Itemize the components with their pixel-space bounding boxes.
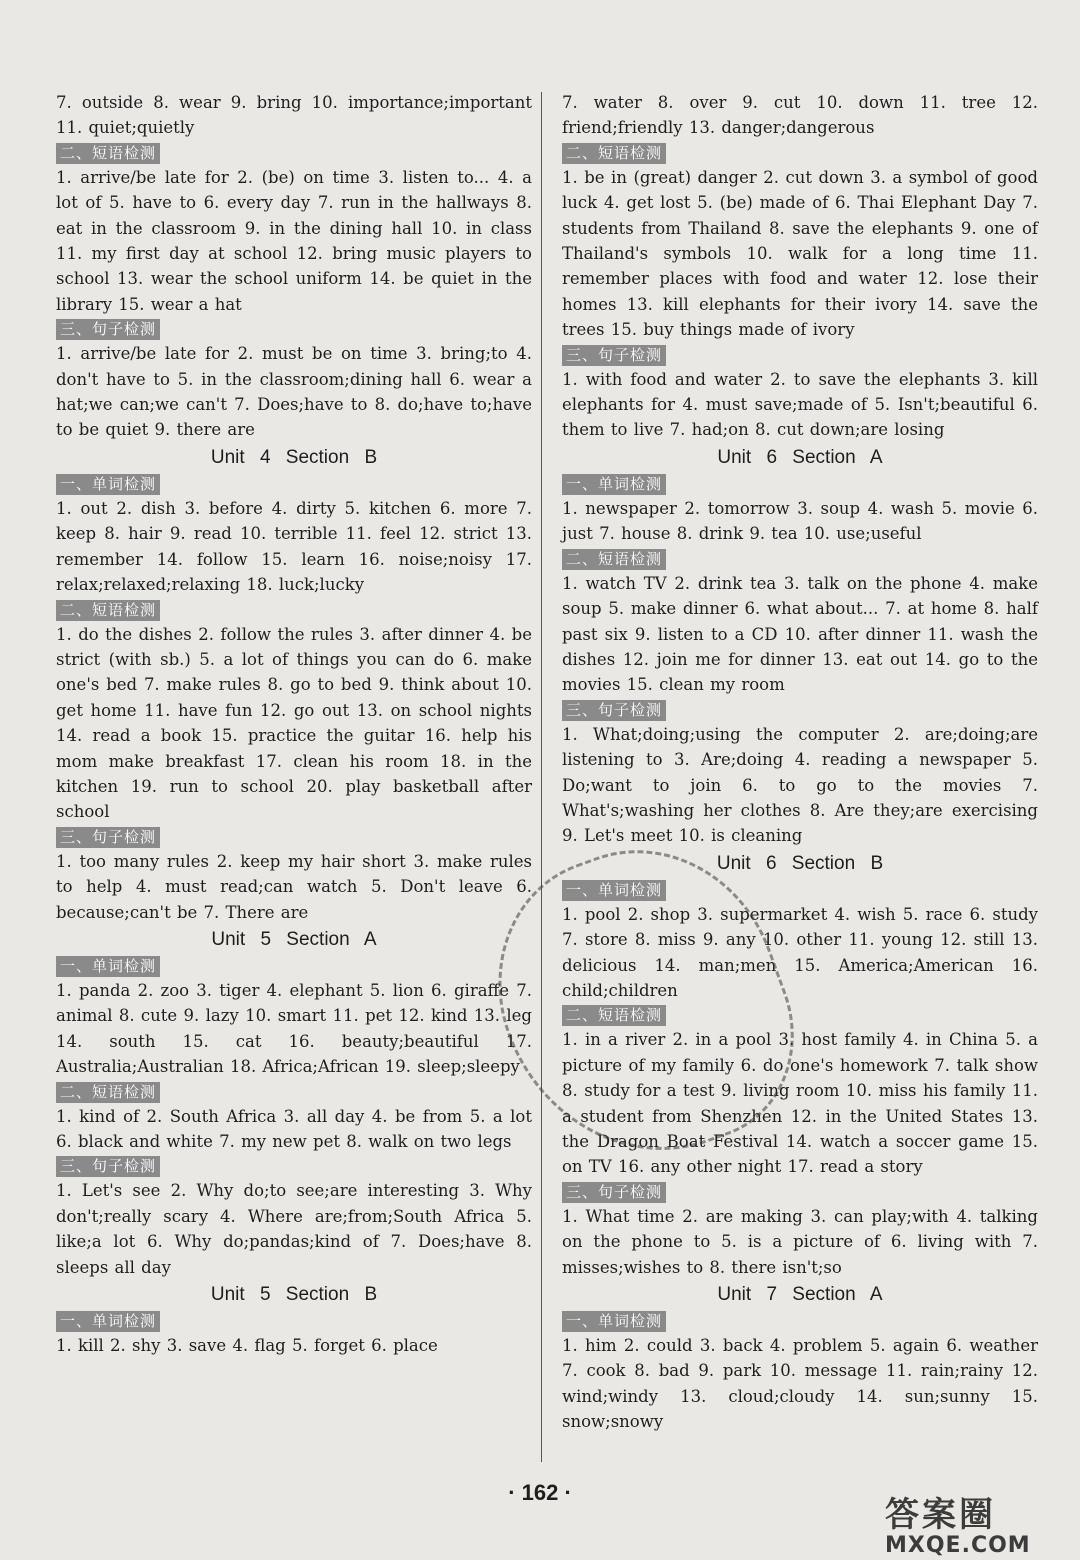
answer-block: 1. do the dishes 2. follow the rules 3. after dinner 4. be strict (with sb.) 5. a lot of things you can do 6. make one's bed 7. make rules 8. go to bed 9. think about 10. get home 11. have fun 12. go out 13. on school nights 14. read a book 15. practice the guitar 16. help his mom make breakfast 17. clean his room 18. in the kitchen 19. run to school 20. play basketball after school: [56, 624, 532, 822]
watermark-line2: MXQE.COM: [885, 1533, 1031, 1558]
page-number: · 162 ·: [508, 1480, 572, 1505]
answer-block: 1. newspaper 2. tomorrow 3. soup 4. wash 5. movie 6. just 7. house 8. drink 9. tea 10. use;useful: [562, 498, 1038, 544]
section-tag: 三、句子检测: [562, 345, 666, 366]
section-tag: 三、句子检测: [56, 319, 160, 340]
section-tag: 一、单词检测: [56, 474, 160, 495]
unit-heading: Unit 6 Section A: [717, 446, 883, 468]
answer-block: 1. in a river 2. in a pool 3. host family 4. in China 5. a picture of my family 6. do one's homework 7. talk show 8. study for a test 9. living room 10. miss his family 11. a student from Shenzhen 12. in the United States 13. the Dragon Boat Festival 14. watch a soccer game 15. on TV 16. any other night 17. read a story: [562, 1030, 1038, 1177]
answer-block: 1. What;doing;using the computer 2. are;doing;are listening to 3. Are;doing 4. reading a newspaper 5. Do;want to join 6. to go to the movies 7. What's;washing her clothes 8. Are they;are exercising 9. Let's meet 10. is cleaning: [562, 724, 1038, 846]
column-divider: [541, 92, 542, 1462]
unit-heading: Unit 5 Section B: [210, 1284, 378, 1306]
section-tag: 三、句子检测: [562, 700, 666, 721]
answer-block: 1. him 2. could 3. back 4. problem 5. again 6. weather 7. cook 8. bad 9. park 10. message 11. rain;rainy 12. wind;windy 13. cloud;cloudy 14. sun;sunny 15. snow;snowy: [562, 1336, 1038, 1432]
answer-block: 1. watch TV 2. drink tea 3. talk on the phone 4. make soup 5. make dinner 6. what about... 7. at home 8. half past six 9. listen to a CD 10. after dinner 11. wash the dishes 12. join me for dinner 13. eat out 14. go to the movies 15. clean my room: [562, 573, 1038, 695]
section-tag: 一、单词检测: [562, 1311, 666, 1332]
answer-block: 1. be in (great) danger 2. cut down 3. a symbol of good luck 4. get lost 5. (be) made of 6. Thai Elephant Day 7. students from Thailand 8. save the elephants 9. one of Thailand's symbols 10. walk for a long time 11. remember places with food and water 12. lose their homes 13. kill elephants for their ivory 14. save the trees 15. buy things made of ivory: [562, 167, 1038, 340]
answer-block: 1. kind of 2. South Africa 3. all day 4. be from 5. a lot 6. black and white 7. my new pet 8. walk on two legs: [56, 1106, 532, 1151]
answer-block: 1. arrive/be late for 2. (be) on time 3. listen to... 4. a lot of 5. have to 6. every day 7. run in the hallways 8. eat in the classroom 9. in the dining hall 10. in class 11. my first day at school 12. bring music players to school 13. wear the school uniform 14. be quiet in the library 15. wear a hat: [56, 167, 532, 314]
unit-heading: Unit 4 Section B: [210, 446, 378, 468]
section-tag: 一、单词检测: [562, 474, 666, 495]
answer-block: 7. outside 8. wear 9. bring 10. importance;important 11. quiet;quietly: [56, 93, 532, 138]
section-tag: 二、短语检测: [56, 1082, 160, 1103]
answer-block: 1. panda 2. zoo 3. tiger 4. elephant 5. lion 6. giraffe 7. animal 8. cute 9. lazy 10. smart 11. pet 12. kind 13. leg 14. south 15. cat 16. beauty;beautiful 17. Australia;Australian 18. Africa;African 19. sleep;sleepy: [56, 980, 532, 1077]
unit-heading: Unit 6 Section B: [716, 852, 884, 874]
section-tag: 三、句子检测: [56, 1156, 160, 1177]
section-tag: 二、短语检测: [562, 549, 666, 570]
answer-block: 7. water 8. over 9. cut 10. down 11. tree 12. friend;friendly 13. danger;dangerous: [562, 93, 1038, 138]
answer-block: 1. What time 2. are making 3. can play;with 4. talking on the phone to 5. is a picture of 6. living with 7. misses;wishes to 8. there isn't;so: [562, 1206, 1038, 1277]
section-tag: 二、短语检测: [56, 143, 160, 164]
section-tag: 二、短语检测: [562, 1005, 666, 1026]
left-column: [56, 90, 532, 1358]
section-tag: 一、单词检测: [56, 956, 160, 977]
right-column: [562, 90, 1038, 1435]
answer-block: 1. with food and water 2. to save the elephants 3. kill elephants for 4. must save;made of 5. Isn't;beautiful 6. them to live 7. had;on 8. cut down;are losing: [562, 369, 1038, 440]
site-watermark-logo: [885, 1495, 1075, 1557]
answer-block: 1. pool 2. shop 3. supermarket 4. wish 5. race 6. study 7. store 8. miss 9. any 10. other 11. young 12. still 13. delicious 14. man;men 15. America;American 16. child;children: [562, 904, 1038, 1000]
answer-block: 1. out 2. dish 3. before 4. dirty 5. kitchen 6. more 7. keep 8. hair 9. read 10. terrible 11. feel 12. strict 13. remember 14. follow 15. learn 16. noise;noisy 17. relax;relaxed;relaxing 18. luck;lucky: [56, 498, 532, 595]
unit-heading: Unit 7 Section A: [717, 1284, 883, 1306]
section-tag: 一、单词检测: [56, 1311, 160, 1332]
answer-block: 1. Let's see 2. Why do;to see;are interesting 3. Why don't;really scary 4. Where are;from;South Africa 5. like;a lot 6. Why do;pandas;kind of 7. Does;have 8. sleeps all day: [56, 1181, 532, 1277]
section-tag: 三、句子检测: [56, 827, 160, 848]
section-tag: 二、短语检测: [562, 143, 666, 164]
answer-block: 1. arrive/be late for 2. must be on time 3. bring;to 4. don't have to 5. in the classroom;dining hall 6. wear a hat;we can;we can't 7. Does;have to 8. do;have to;have to be quiet 9. there are: [56, 344, 532, 440]
answer-block: 1. too many rules 2. keep my hair short 3. make rules to help 4. must read;can watch 5. Don't leave 6. because;can't be 7. There are: [56, 851, 532, 922]
answer-block: 1. kill 2. shy 3. save 4. flag 5. forget 6. place: [56, 1336, 438, 1356]
section-tag: 三、句子检测: [562, 1182, 666, 1203]
unit-heading: Unit 5 Section A: [211, 928, 377, 950]
section-tag: 一、单词检测: [562, 880, 666, 901]
watermark-line1: 答案圈: [885, 1495, 996, 1535]
section-tag: 二、短语检测: [56, 600, 160, 621]
